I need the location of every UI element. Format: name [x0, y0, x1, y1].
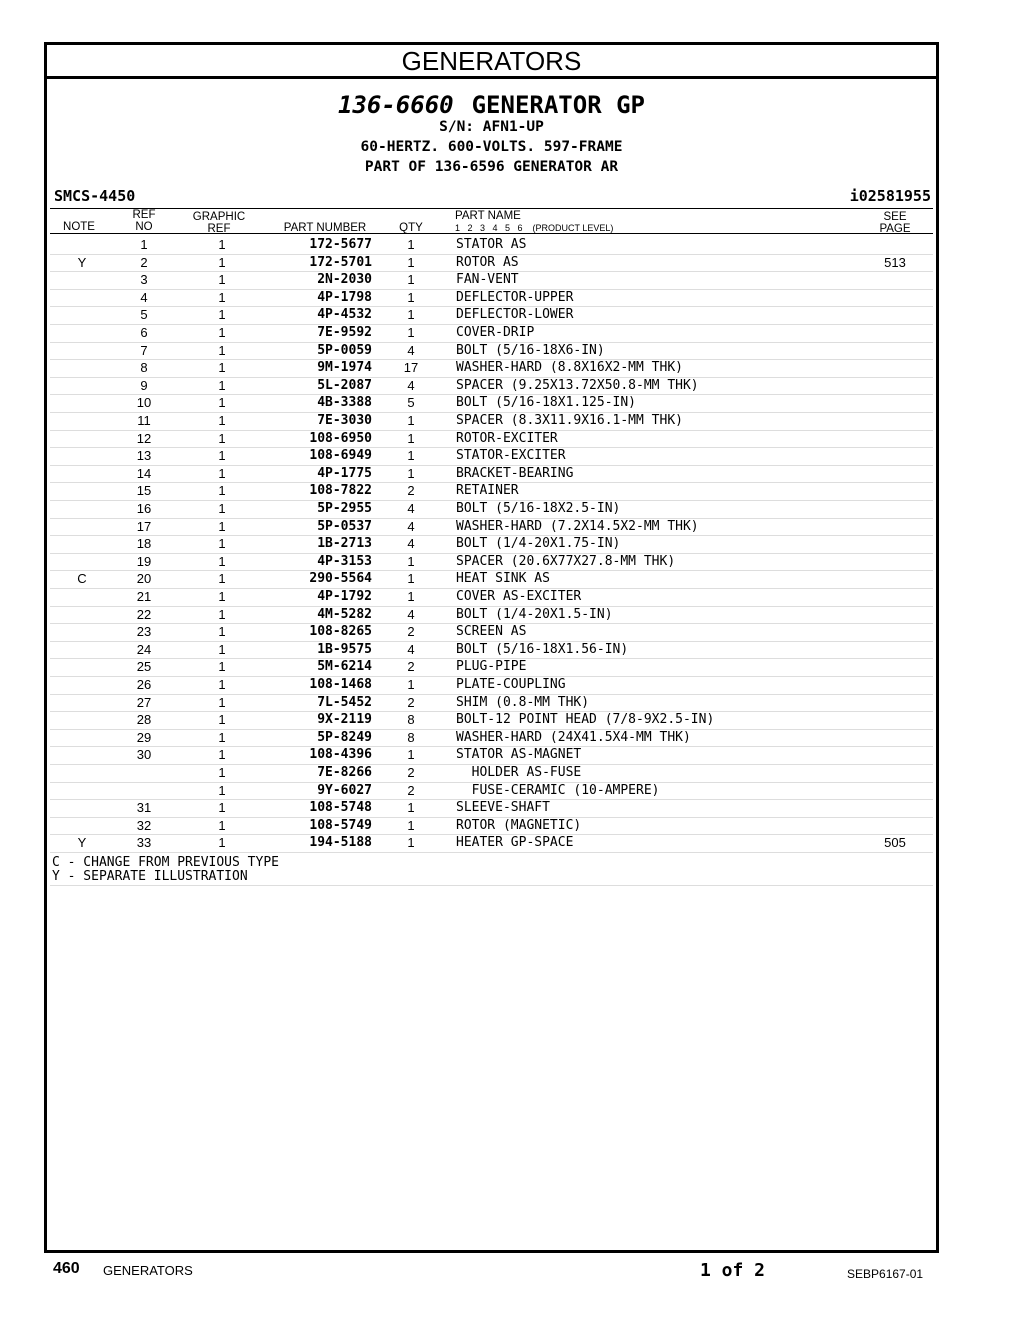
graphic-ref-cell: 1 [218, 782, 226, 798]
graphic-ref-cell: 1 [218, 677, 226, 692]
ref-no-cell: 26 [136, 677, 152, 692]
part-name-cell: COVER-DRIP [456, 325, 535, 340]
header-ref-top: REF [132, 209, 156, 221]
graphic-ref-cell: 1 [218, 501, 226, 516]
part-name-cell: BOLT (5/16-18X1.125-IN) [456, 395, 637, 411]
graphic-ref-cell: 1 [218, 395, 226, 411]
part-number-cell: 4P-1798 [317, 289, 372, 305]
part-name-cell: COVER AS-EXCITER [456, 589, 582, 604]
notes [52, 856, 279, 884]
serial-number: S/N: AFN1-UP [439, 119, 544, 135]
ref-no-cell: 30 [136, 747, 152, 763]
table-row [50, 500, 933, 519]
note-cell: Y [77, 254, 87, 270]
qty-cell: 4 [407, 501, 415, 516]
qty-cell: 2 [407, 659, 415, 675]
part-number-cell: 9Y-6027 [317, 782, 372, 798]
part-number-cell: 5P-8249 [317, 729, 372, 745]
qty-cell: 1 [407, 589, 415, 604]
part-number-cell: 5P-0537 [317, 518, 372, 534]
ref-no-cell: 32 [136, 817, 152, 833]
group-number: 136-6660 [338, 91, 454, 119]
part-number-cell: 7E-9592 [317, 325, 372, 340]
part-name-cell: DEFLECTOR-UPPER [456, 289, 574, 305]
part-number-cell: 2N-2030 [317, 272, 372, 288]
header-graphic-ref [187, 211, 251, 235]
part-name-cell: BRACKET-BEARING [456, 465, 574, 481]
ref-no-cell: 31 [136, 800, 152, 816]
part-number-cell: 108-6949 [309, 448, 372, 464]
part-number-cell: 5M-6214 [317, 659, 372, 675]
graphic-ref-cell: 1 [218, 553, 226, 569]
group-name: GENERATOR GP [471, 91, 645, 119]
qty-cell: 4 [407, 342, 415, 358]
header-ref-bottom: NO [135, 221, 153, 233]
part-name-cell: FUSE-CERAMIC (10-AMPERE) [456, 782, 660, 798]
part-name-cell: BOLT (5/16-18X6-IN) [456, 342, 605, 358]
part-number-cell: 5P-0059 [317, 342, 372, 358]
note-y: Y - SEPARATE ILLUSTRATION [52, 869, 248, 884]
part-name-cell: SHIM (0.8-MM THK) [456, 694, 590, 710]
part-number-cell: 108-4396 [309, 747, 372, 763]
ref-no-cell: 10 [136, 395, 152, 411]
smcs-code: SMCS-4450 [54, 187, 136, 205]
part-name-cell: FAN-VENT [456, 272, 519, 288]
ref-no-cell: 21 [136, 589, 152, 604]
table-row [50, 518, 933, 537]
graphic-ref-cell: 1 [218, 518, 226, 534]
part-name-cell: BOLT (1/4-20X1.5-IN) [456, 606, 613, 622]
ref-no-cell: 18 [136, 536, 152, 552]
header-note: NOTE [63, 221, 95, 233]
qty-cell: 8 [407, 729, 415, 745]
part-number-cell: 108-6950 [309, 430, 372, 446]
ref-no-cell: 8 [140, 360, 148, 376]
table-row [50, 764, 933, 783]
part-number-cell: 4P-1775 [317, 465, 372, 481]
header-product-levels: 1 2 3 4 5 6 (PRODUCT LEVEL) [455, 223, 614, 233]
qty-cell: 1 [407, 413, 415, 428]
header-graphic-top: GRAPHIC [192, 211, 246, 223]
header-divider-top [50, 208, 933, 209]
graphic-ref-cell: 1 [218, 606, 226, 622]
header-see-bottom: PAGE [879, 223, 911, 235]
ref-no-cell: 9 [140, 377, 148, 393]
part-name-cell: HOLDER AS-FUSE [456, 765, 582, 780]
footer-doc-id: SEBP6167-01 [847, 1267, 924, 1281]
ref-no-cell: 20 [136, 571, 152, 587]
qty-cell: 2 [407, 765, 415, 780]
graphic-ref-cell: 1 [218, 536, 226, 552]
graphic-ref-cell: 1 [218, 342, 226, 358]
part-name-cell: STATOR AS-MAGNET [456, 747, 582, 763]
part-number-cell: 1B-2713 [317, 536, 372, 552]
header-see-page [873, 211, 917, 235]
part-number-cell: 4P-1792 [317, 589, 372, 604]
qty-cell: 1 [407, 325, 415, 340]
qty-cell: 1 [407, 677, 415, 692]
table-row [50, 394, 933, 413]
part-of: PART OF 136-6596 GENERATOR AR [364, 159, 619, 175]
ref-no-cell: 29 [136, 729, 152, 745]
part-name-cell: HEAT SINK AS [456, 571, 550, 587]
part-number-cell: 4B-3388 [317, 395, 372, 411]
table-row [50, 412, 933, 431]
graphic-ref-cell: 1 [218, 835, 226, 851]
qty-cell: 1 [407, 272, 415, 288]
table-row [50, 606, 933, 625]
table-row [50, 324, 933, 343]
part-name-cell: SPACER (9.25X13.72X50.8-MM THK) [456, 377, 699, 393]
see-page-cell: 505 [884, 835, 906, 851]
part-name-cell: PLATE-COUPLING [456, 677, 566, 692]
qty-cell: 1 [407, 747, 415, 763]
part-number-cell: 108-5748 [309, 800, 372, 816]
part-number-cell: 7E-3030 [317, 413, 372, 428]
graphic-ref-cell: 1 [218, 430, 226, 446]
table-row [50, 271, 933, 290]
part-number-cell: 7L-5452 [317, 694, 372, 710]
see-page-cell: 513 [884, 254, 906, 270]
header-part-name-label: PART NAME [455, 210, 521, 222]
table-row [50, 430, 933, 449]
graphic-ref-cell: 1 [218, 729, 226, 745]
qty-cell: 1 [407, 817, 415, 833]
qty-cell: 4 [407, 518, 415, 534]
table-row [50, 711, 933, 730]
table-row [50, 342, 933, 361]
part-number-cell: 4M-5282 [317, 606, 372, 622]
ref-no-cell: 1 [140, 237, 148, 252]
table-row [50, 641, 933, 660]
table-row [50, 694, 933, 713]
part-name-cell: ROTOR (MAGNETIC) [456, 817, 582, 833]
graphic-ref-cell: 1 [218, 765, 226, 780]
ref-no-cell: 33 [136, 835, 152, 851]
footer-page-number: 460 [53, 1260, 80, 1277]
table-row [50, 746, 933, 765]
table-row [50, 799, 933, 818]
part-name-cell: BOLT (1/4-20X1.75-IN) [456, 536, 621, 552]
part-name-cell: SPACER (8.3X11.9X16.1-MM THK) [456, 413, 683, 428]
part-number-cell: 108-5749 [309, 817, 372, 833]
notes-divider [50, 885, 933, 886]
part-name-cell: BOLT-12 POINT HEAD (7/8-9X2.5-IN) [456, 712, 715, 728]
part-number-cell: 1B-9575 [317, 641, 372, 657]
ref-no-cell: 22 [136, 606, 152, 622]
graphic-ref-cell: 1 [218, 360, 226, 376]
ref-no-cell: 27 [136, 694, 152, 710]
ref-no-cell: 7 [140, 342, 148, 358]
qty-cell: 1 [407, 571, 415, 587]
header-ref [127, 209, 161, 233]
part-name-cell: WASHER-HARD (8.8X16X2-MM THK) [456, 360, 683, 376]
part-number-cell: 5P-2955 [317, 501, 372, 516]
qty-cell: 1 [407, 307, 415, 323]
ref-no-cell: 16 [136, 501, 152, 516]
ref-no-cell: 28 [136, 712, 152, 728]
table-row [50, 377, 933, 396]
graphic-ref-cell: 1 [218, 272, 226, 288]
graphic-ref-cell: 1 [218, 817, 226, 833]
part-name-cell: ROTOR AS [456, 254, 519, 270]
table-row [50, 535, 933, 554]
section-title: GENERATORS [47, 45, 936, 79]
graphic-ref-cell: 1 [218, 413, 226, 428]
table-row [50, 254, 933, 273]
part-number-cell: 172-5677 [309, 237, 372, 252]
graphic-ref-cell: 1 [218, 325, 226, 340]
header-see-top: SEE [883, 211, 907, 223]
part-name-cell: BOLT (5/16-18X2.5-IN) [456, 501, 621, 516]
table-row [50, 817, 933, 836]
qty-cell: 1 [407, 254, 415, 270]
graphic-ref-cell: 1 [218, 465, 226, 481]
graphic-ref-cell: 1 [218, 624, 226, 640]
graphic-ref-cell: 1 [218, 448, 226, 464]
ref-no-cell: 19 [136, 553, 152, 569]
qty-cell: 1 [407, 237, 415, 252]
part-name-cell: HEATER GP-SPACE [456, 835, 574, 851]
part-name-cell: SLEEVE-SHAFT [456, 800, 550, 816]
table-row [50, 236, 933, 255]
header-part-name [455, 210, 715, 234]
footer-page-of: 1 of 2 [700, 1260, 766, 1281]
table-row [50, 729, 933, 748]
part-number-cell: 7E-8266 [317, 765, 372, 780]
header-qty: QTY [399, 222, 423, 234]
ref-no-cell: 6 [140, 325, 148, 340]
qty-cell: 1 [407, 465, 415, 481]
part-number-cell: 290-5564 [309, 571, 372, 587]
ref-no-cell: 11 [137, 413, 151, 428]
part-number-cell: 172-5701 [309, 254, 372, 270]
graphic-ref-cell: 1 [218, 800, 226, 816]
part-number-cell: 4P-4532 [317, 307, 372, 323]
qty-cell: 8 [407, 712, 415, 728]
qty-cell: 1 [407, 430, 415, 446]
graphic-ref-cell: 1 [218, 483, 226, 499]
header-graphic-bottom: REF [207, 223, 231, 235]
graphic-ref-cell: 1 [218, 377, 226, 393]
graphic-ref-cell: 1 [218, 659, 226, 675]
part-number-cell: 108-8265 [309, 624, 372, 640]
note-cell: C [77, 571, 87, 587]
table-row [50, 465, 933, 484]
qty-cell: 17 [403, 360, 419, 376]
graphic-ref-cell: 1 [218, 712, 226, 728]
qty-cell: 5 [407, 395, 415, 411]
qty-cell: 2 [407, 624, 415, 640]
qty-cell: 2 [407, 483, 415, 499]
graphic-ref-cell: 1 [218, 747, 226, 763]
group-title [47, 91, 936, 119]
header-divider-bottom [50, 233, 933, 234]
table-row [50, 834, 933, 853]
table-row [50, 306, 933, 325]
graphic-ref-cell: 1 [218, 289, 226, 305]
illustration-id: i02581955 [849, 187, 931, 205]
part-name-cell: PLUG-PIPE [456, 659, 527, 675]
qty-cell: 2 [407, 782, 415, 798]
part-name-cell: SPACER (20.6X77X27.8-MM THK) [456, 553, 676, 569]
graphic-ref-cell: 1 [218, 589, 226, 604]
header-part-number: PART NUMBER [283, 222, 367, 234]
qty-cell: 4 [407, 536, 415, 552]
table-row [50, 623, 933, 642]
graphic-ref-cell: 1 [218, 237, 226, 252]
qty-cell: 1 [407, 553, 415, 569]
part-number-cell: 108-7822 [309, 483, 372, 499]
table-row [50, 553, 933, 572]
part-name-cell: ROTOR-EXCITER [456, 430, 558, 446]
qty-cell: 1 [407, 835, 415, 851]
table-row [50, 676, 933, 695]
ref-no-cell: 5 [140, 307, 148, 323]
ref-no-cell: 25 [136, 659, 152, 675]
part-name-cell: DEFLECTOR-LOWER [456, 307, 574, 323]
graphic-ref-cell: 1 [218, 307, 226, 323]
note-cell: Y [77, 835, 87, 851]
qty-cell: 4 [407, 377, 415, 393]
graphic-ref-cell: 1 [218, 694, 226, 710]
part-name-cell: BOLT (5/16-18X1.56-IN) [456, 641, 629, 657]
ref-no-cell: 17 [136, 518, 152, 534]
ref-no-cell: 4 [140, 289, 148, 305]
table-row [50, 782, 933, 801]
part-name-cell: WASHER-HARD (7.2X14.5X2-MM THK) [456, 518, 699, 534]
ref-no-cell: 23 [136, 624, 152, 640]
part-number-cell: 194-5188 [309, 835, 372, 851]
table-row [50, 588, 933, 607]
footer-section: GENERATORS [103, 1263, 193, 1278]
part-name-cell: STATOR AS [456, 237, 527, 252]
part-name-cell: SCREEN AS [456, 624, 527, 640]
qty-cell: 1 [407, 448, 415, 464]
table-row [50, 289, 933, 308]
table-row [50, 570, 933, 589]
ref-no-cell: 2 [140, 254, 148, 270]
ref-no-cell: 13 [136, 448, 152, 464]
table-row [50, 447, 933, 466]
qty-cell: 1 [407, 289, 415, 305]
part-number-cell: 108-1468 [309, 677, 372, 692]
ref-no-cell: 3 [140, 272, 148, 288]
part-name-cell: STATOR-EXCITER [456, 448, 566, 464]
qty-cell: 4 [407, 641, 415, 657]
part-number-cell: 9M-1974 [317, 360, 372, 376]
ref-no-cell: 14 [136, 465, 152, 481]
part-name-cell: WASHER-HARD (24X41.5X4-MM THK) [456, 729, 691, 745]
part-number-cell: 5L-2087 [317, 377, 372, 393]
table-row [50, 359, 933, 378]
part-number-cell: 4P-3153 [317, 553, 372, 569]
note-c: C - CHANGE FROM PREVIOUS TYPE [52, 855, 279, 870]
ref-no-cell: 12 [136, 430, 152, 446]
graphic-ref-cell: 1 [218, 254, 226, 270]
qty-cell: 1 [407, 800, 415, 816]
ref-no-cell: 24 [136, 641, 152, 657]
graphic-ref-cell: 1 [218, 571, 226, 587]
table-row [50, 658, 933, 677]
page-frame [44, 42, 939, 1253]
graphic-ref-cell: 1 [218, 641, 226, 657]
part-name-cell: RETAINER [456, 483, 519, 499]
group-description: 60-HERTZ. 600-VOLTS. 597-FRAME [360, 139, 623, 155]
qty-cell: 4 [407, 606, 415, 622]
part-number-cell: 9X-2119 [317, 712, 372, 728]
table-row [50, 482, 933, 501]
qty-cell: 2 [407, 694, 415, 710]
ref-no-cell: 15 [136, 483, 152, 499]
